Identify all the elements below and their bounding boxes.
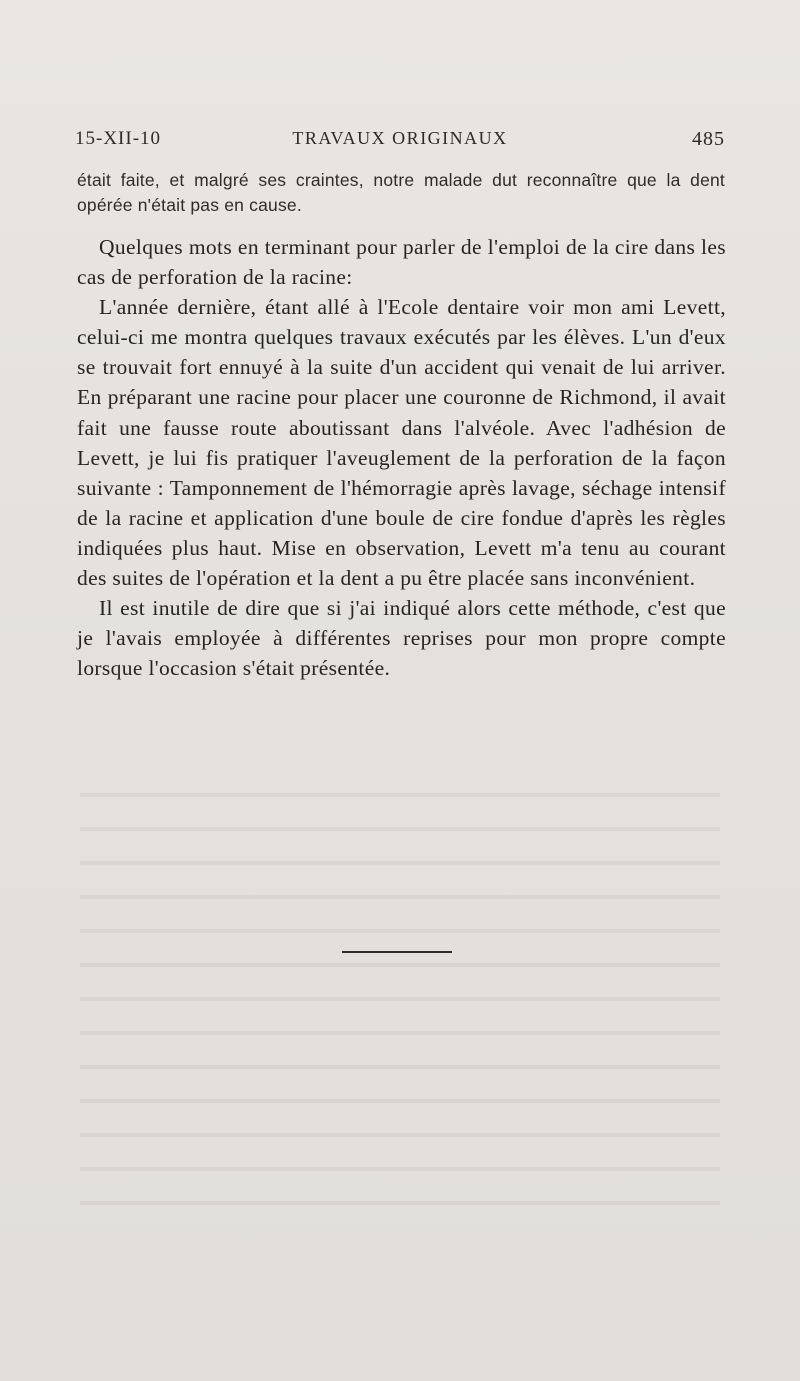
header-date: 15-XII-10: [75, 128, 162, 149]
page-number: 485: [692, 128, 725, 150]
bleed-through-texture: [80, 775, 720, 1235]
paragraph-2: L'année dernière, étant allé à l'Ecole dentaire voir mon ami Levett, celui-ci me montra quelques travaux exécutés par les élèves. L'un d'eux se trouvait fort ennuyé à la suite d'un accident qui venait de lui arriver. En préparant une racine pour placer une couronne de Richmond, il avait fait une fausse route aboutissant dans l'alvéole. Avec l'adhésion de Levett, je lui fis pratiquer l'aveuglement de la perforation de la façon suivante : Tamponnement de l'hémorragie après lavage, séchage intensif de la racine et application d'une boule de cire fondue d'après les règles indiquées plus haut. Mise en observation, Levett m'a tenu au courant des suites de l'opération et la dent a pu être placée sans inconvénient.: [77, 295, 726, 591]
paragraph-3: Il est inutile de dire que si j'ai indiqué alors cette méthode, c'est que je l'avais employée à différentes reprises pour mon propre compte lorsque l'occasion s'était présentée.: [77, 596, 726, 681]
continued-text: était faite, et malgré ses craintes, notre malade dut reconnaître que la dent opérée n'était pas en cause.: [77, 170, 725, 215]
main-body: [77, 232, 726, 683]
header-title: TRAVAUX ORIGINAUX: [292, 128, 508, 148]
paragraph-1: Quelques mots en terminant pour parler de l'emploi de la cire dans les cas de perforation de la racine:: [77, 235, 726, 290]
running-header: [75, 128, 725, 158]
section-end-rule: [342, 951, 452, 953]
